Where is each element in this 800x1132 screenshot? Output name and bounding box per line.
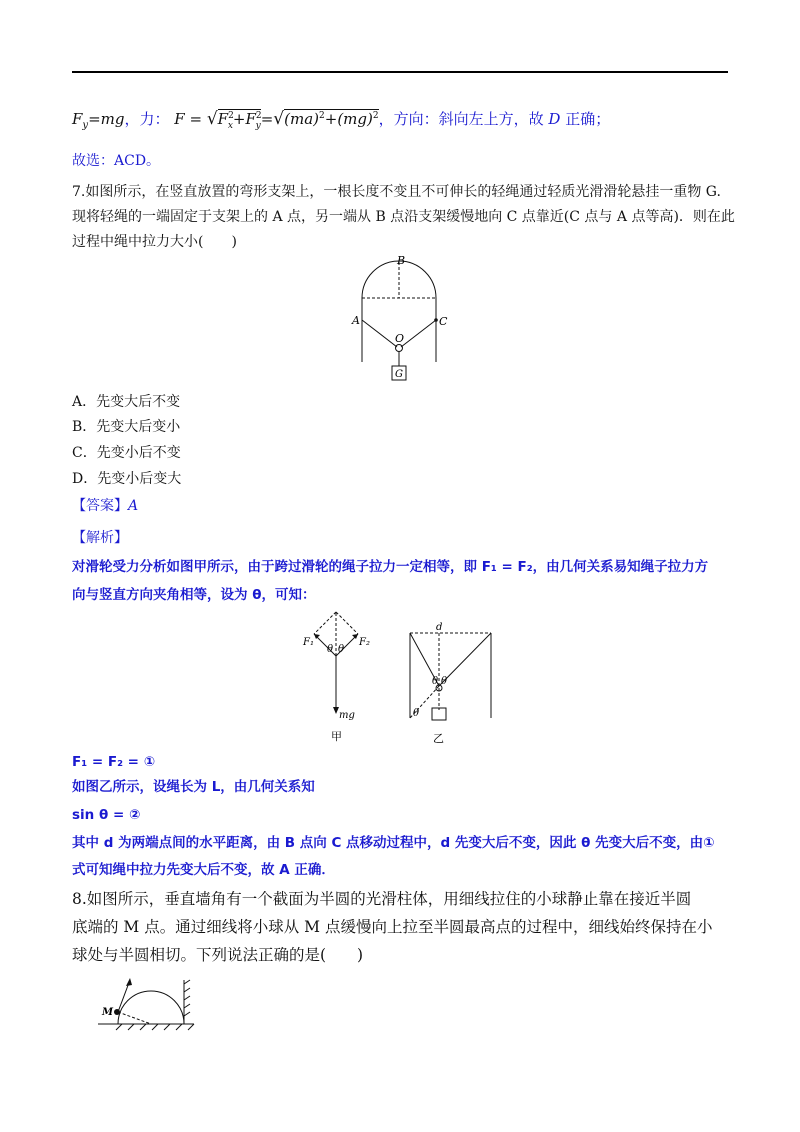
q7-option-a[interactable]: A．先变大后不变	[72, 394, 181, 410]
q7-support-figure	[340, 252, 460, 384]
label-theta-right: θ	[338, 644, 345, 655]
header-rule	[72, 71, 728, 73]
q8-stem-line-3: 球处与半圆相切。下列说法正确的是( )	[72, 946, 364, 964]
option-d-letter: D	[548, 110, 561, 128]
q7-option-b[interactable]: B．先变大后变小	[72, 419, 181, 435]
q7-stem-line-2: 现将轻绳的一端固定于支架上的 A 点，另一端从 B 点沿支架缓慢地向 C 点靠近(C 点与 A 点等高)．则在此	[72, 209, 735, 225]
prev-answer-line: 故选：ACD。	[72, 153, 161, 169]
caption-jia: 甲	[331, 730, 342, 743]
equals-sign: =	[260, 110, 274, 128]
q7-option-c[interactable]: C．先变小后不变	[72, 445, 181, 461]
label-f2: F₂	[359, 637, 370, 648]
label-theta-yi-left: θ	[432, 676, 439, 687]
label-g: G	[395, 369, 403, 380]
analysis-line-3: 如图乙所示，设绳长为 L，由几何关系知	[72, 779, 315, 795]
point-c-dot	[434, 318, 438, 322]
string-arrowhead	[126, 978, 132, 986]
label-m: M	[102, 1007, 114, 1018]
fy-term: F	[245, 110, 256, 128]
q7-stem-line-3: 过程中绳中拉力大小( )	[72, 234, 237, 250]
fy-subscript: y	[82, 120, 89, 131]
mg-term: (mg)	[337, 110, 373, 128]
fy-rhs: =mg	[88, 110, 125, 128]
plus-sign: +	[232, 110, 246, 128]
q8-stem-line-2: 底端的 M 点。通过细线将小球从 M 点缓慢向上拉至半圆最高点的过程中，细线始终保持在小	[72, 918, 713, 936]
fy-term-sup: 2	[255, 111, 262, 121]
mg-square: 2	[372, 111, 379, 121]
radius-dashed	[118, 1012, 151, 1024]
label-theta-yi-bottom: θ	[413, 708, 420, 719]
rope-left	[362, 320, 397, 347]
equation-2: sin θ = ②	[72, 807, 141, 823]
label-f1: F₁	[303, 637, 314, 648]
q7-stem-line-1: 7.如图所示，在竖直放置的弯形支架上，一根长度不变且不可伸长的轻绳通过轻质光滑滑轮悬挂一重物 G.	[72, 184, 721, 200]
label-d: d	[436, 622, 443, 633]
fx-sub: x	[227, 121, 233, 131]
f1-arrowhead	[314, 634, 320, 639]
rope-right	[401, 320, 436, 347]
ma-term: (ma)	[284, 110, 320, 128]
ball	[114, 1009, 120, 1015]
fy-symbol: F	[72, 110, 83, 128]
correct-text: 正确；	[560, 110, 611, 128]
q8-stem-line-1: 8.如图所示，垂直墙角有一个截面为半圆的光滑柱体，用细线拉住的小球静止靠在接近半圆	[72, 890, 692, 908]
force-formula-line: $F_y=mg$，力： $F = √F^2_x+F^2_y=√(ma)^2+(mg)^2$，方向：斜向左上方，故 D 正确；	[72, 109, 611, 131]
f-lhs: F =	[174, 110, 203, 128]
q7-answer-line	[72, 496, 732, 516]
label-a: A	[352, 314, 360, 327]
figure-yi-geometry-diagram	[400, 618, 500, 750]
answer-value: A	[128, 498, 139, 514]
f2-arrowhead	[352, 634, 358, 639]
caption-yi: 乙	[433, 732, 444, 745]
label-o: O	[395, 332, 405, 345]
fy-term-sub: y	[255, 121, 261, 131]
analysis-tag: 【解析】	[72, 530, 128, 546]
fx-sup: 2	[228, 111, 234, 121]
analysis-line-4: 其中 d 为两端点间的水平距离，由 B 点向 C 点移动过程中，d 先变大后不变，因此 θ 先变大后不变，由①	[72, 835, 715, 851]
q8-semicircle-figure	[96, 970, 208, 1032]
label-c: C	[439, 315, 448, 328]
parallelogram-left-dashed	[314, 612, 336, 634]
figure-jia-force-diagram	[296, 610, 386, 750]
analysis-line-2: 向与竖直方向夹角相等，设为 θ，可知：	[72, 587, 316, 603]
label-b: B	[397, 254, 406, 267]
analysis-line-5: 式可知绳中拉力先变大后不变，故 A 正确．	[72, 862, 335, 878]
direction-text: ，方向：斜向左上方，故	[378, 110, 544, 128]
label-mg: mg	[339, 710, 355, 721]
label-theta-yi-right: θ	[441, 676, 448, 687]
ma-square: 2	[319, 111, 325, 121]
fx-term: F	[217, 110, 229, 128]
q7-option-d[interactable]: D．先变小后变大	[72, 471, 182, 487]
force-label: ，力：	[124, 110, 170, 128]
label-theta-left: θ	[327, 644, 334, 655]
pulley	[396, 345, 403, 352]
equation-1: F₁ = F₂ = ①	[72, 754, 156, 770]
parallelogram-right-dashed	[336, 612, 358, 634]
semicircle	[118, 991, 184, 1024]
analysis-line-1: 对滑轮受力分析如图甲所示，由于跨过滑轮的绳子拉力一定相等，即 F₁ = F₂，由几何关系易知绳子拉力方	[72, 559, 709, 575]
answer-tag: 【答案】	[72, 498, 128, 514]
